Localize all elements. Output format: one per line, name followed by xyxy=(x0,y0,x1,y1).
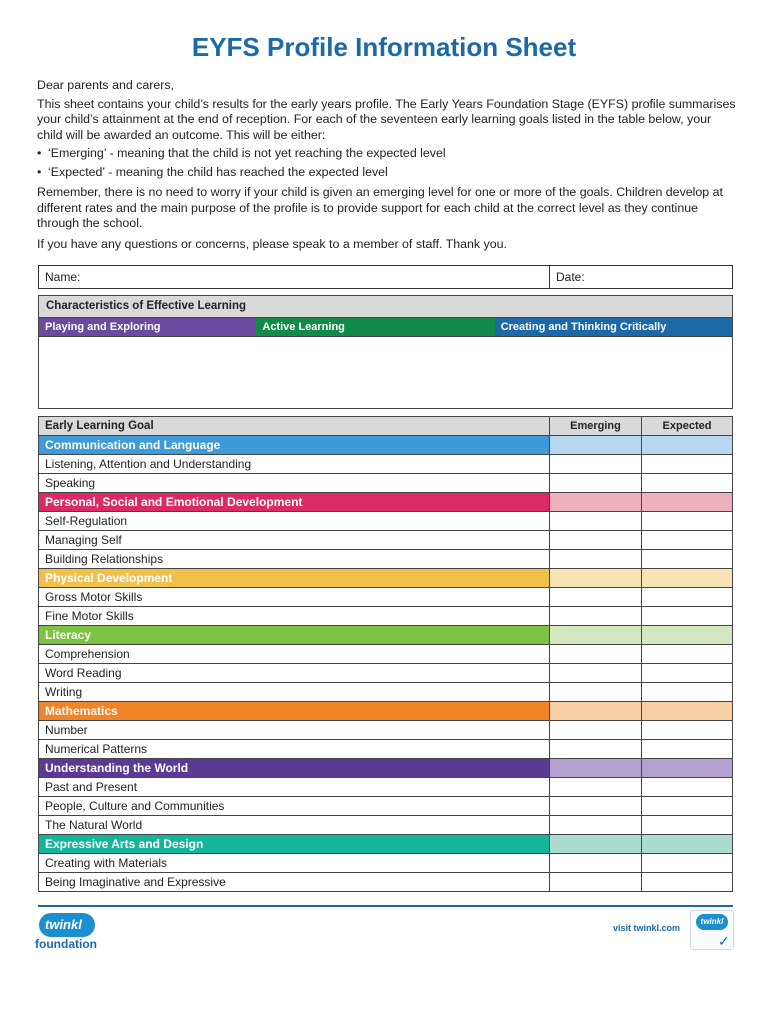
table-row xyxy=(39,873,733,892)
expected-checkbox-cell[interactable] xyxy=(642,588,733,607)
area-emerging-cell xyxy=(550,569,642,588)
expected-checkbox-cell[interactable] xyxy=(642,512,733,531)
twinkl-foundation-logo: twinkl foundation xyxy=(35,913,101,953)
area-label: Mathematics xyxy=(39,702,550,721)
table-row xyxy=(39,854,733,873)
emerging-checkbox-cell[interactable] xyxy=(550,531,642,550)
goal-label: Listening, Attention and Understanding xyxy=(39,455,550,474)
expected-checkbox-cell[interactable] xyxy=(642,873,733,892)
area-expected-cell xyxy=(642,569,733,588)
emerging-checkbox-cell[interactable] xyxy=(550,645,642,664)
expected-checkbox-cell[interactable] xyxy=(642,740,733,759)
expected-checkbox-cell[interactable] xyxy=(642,664,733,683)
table-row xyxy=(39,816,733,835)
expected-checkbox-cell[interactable] xyxy=(642,550,733,569)
area-emerging-cell xyxy=(550,759,642,778)
goal-label: Self-Regulation xyxy=(39,512,550,531)
area-expected-cell xyxy=(642,702,733,721)
expected-checkbox-cell[interactable] xyxy=(642,474,733,493)
cel-column-1: Active Learning xyxy=(256,318,494,336)
emerging-checkbox-cell[interactable] xyxy=(550,740,642,759)
emerging-checkbox-cell[interactable] xyxy=(550,455,642,474)
area-label: Physical Development xyxy=(39,569,550,588)
badge-cloud-icon: twinkl xyxy=(696,914,728,930)
emerging-checkbox-cell[interactable] xyxy=(550,512,642,531)
quality-badge xyxy=(690,910,734,950)
emerging-checkbox-cell[interactable] xyxy=(550,873,642,892)
emerging-checkbox-cell[interactable] xyxy=(550,664,642,683)
name-date-table xyxy=(38,265,733,289)
area-label: Personal, Social and Emotional Development xyxy=(39,493,550,512)
area-emerging-cell xyxy=(550,493,642,512)
table-row xyxy=(39,607,733,626)
expected-checkbox-cell[interactable] xyxy=(642,531,733,550)
area-expected-cell xyxy=(642,436,733,455)
visit-link[interactable]: visit twinkl.com xyxy=(613,923,681,933)
emerging-checkbox-cell[interactable] xyxy=(550,778,642,797)
expected-checkbox-cell[interactable] xyxy=(642,816,733,835)
goal-label: Numerical Patterns xyxy=(39,740,550,759)
table-row xyxy=(39,550,733,569)
table-header-row xyxy=(39,417,733,436)
table-row xyxy=(39,797,733,816)
expected-column-header: Expected xyxy=(642,417,733,436)
area-row xyxy=(39,702,733,721)
area-row xyxy=(39,569,733,588)
table-row xyxy=(39,588,733,607)
area-emerging-cell xyxy=(550,702,642,721)
table-row xyxy=(39,474,733,493)
goal-label: People, Culture and Communities xyxy=(39,797,550,816)
table-row xyxy=(39,645,733,664)
area-row xyxy=(39,436,733,455)
area-expected-cell xyxy=(642,493,733,512)
bullet-expected: • ‘Expected’ - meaning the child has reached the expected level xyxy=(37,165,737,181)
goal-label: Comprehension xyxy=(39,645,550,664)
expected-checkbox-cell[interactable] xyxy=(642,455,733,474)
emerging-checkbox-cell[interactable] xyxy=(550,816,642,835)
table-row xyxy=(39,455,733,474)
emerging-checkbox-cell[interactable] xyxy=(550,474,642,493)
area-expected-cell xyxy=(642,835,733,854)
emerging-checkbox-cell[interactable] xyxy=(550,683,642,702)
table-row xyxy=(39,512,733,531)
name-field[interactable]: Name: xyxy=(39,266,550,289)
greeting: Dear parents and carers, xyxy=(37,78,175,92)
area-emerging-cell xyxy=(550,626,642,645)
page-title: EYFS Profile Information Sheet xyxy=(191,32,577,62)
goal-label: Gross Motor Skills xyxy=(39,588,550,607)
goal-label: Fine Motor Skills xyxy=(39,607,550,626)
emerging-column-header: Emerging xyxy=(550,417,642,436)
emerging-checkbox-cell[interactable] xyxy=(550,797,642,816)
effective-learning-panel xyxy=(38,295,733,409)
check-icon: ✓ xyxy=(718,933,730,949)
emerging-checkbox-cell[interactable] xyxy=(550,607,642,626)
area-label: Communication and Language xyxy=(39,436,550,455)
area-label: Expressive Arts and Design xyxy=(39,835,550,854)
early-learning-goal-table xyxy=(38,416,733,892)
intro-text xyxy=(37,78,737,253)
table-row xyxy=(39,721,733,740)
effective-learning-notes-box[interactable] xyxy=(39,336,732,408)
bullet-emerging: • ‘Emerging’ - meaning that the child is not yet reaching the expected level xyxy=(37,146,737,162)
goal-label: Word Reading xyxy=(39,664,550,683)
area-row xyxy=(39,626,733,645)
goal-label: Number xyxy=(39,721,550,740)
expected-checkbox-cell[interactable] xyxy=(642,797,733,816)
expected-checkbox-cell[interactable] xyxy=(642,645,733,664)
effective-learning-columns xyxy=(39,318,732,336)
goal-label: Building Relationships xyxy=(39,550,550,569)
goal-label: Managing Self xyxy=(39,531,550,550)
goal-label: Being Imaginative and Expressive xyxy=(39,873,550,892)
table-row xyxy=(39,778,733,797)
area-expected-cell xyxy=(642,759,733,778)
effective-learning-heading: Characteristics of Effective Learning xyxy=(39,296,732,318)
area-expected-cell xyxy=(642,626,733,645)
area-row xyxy=(39,493,733,512)
expected-checkbox-cell[interactable] xyxy=(642,778,733,797)
footer-divider xyxy=(38,905,733,907)
area-row xyxy=(39,835,733,854)
intro-paragraph-3: If you have any questions or concerns, please speak to a member of staff. Thank you. xyxy=(37,236,507,251)
emerging-checkbox-cell[interactable] xyxy=(550,550,642,569)
emerging-checkbox-cell[interactable] xyxy=(550,854,642,873)
area-emerging-cell xyxy=(550,436,642,455)
goal-label: Writing xyxy=(39,683,550,702)
area-label: Understanding the World xyxy=(39,759,550,778)
expected-checkbox-cell[interactable] xyxy=(642,683,733,702)
intro-paragraph-2: Remember, there is no need to worry if your child is given an emerging level for one or more of the goals. Children develop at different rates and the main purpose of the profile is to provide support for each child at the correct level as they continue through the school. xyxy=(37,185,723,230)
goal-label: Past and Present xyxy=(39,778,550,797)
goal-label: The Natural World xyxy=(39,816,550,835)
area-emerging-cell xyxy=(550,835,642,854)
goal-label: Creating with Materials xyxy=(39,854,550,873)
table-row xyxy=(39,531,733,550)
goal-label: Speaking xyxy=(39,474,550,493)
cel-column-2: Creating and Thinking Critically xyxy=(495,318,732,336)
goal-column-header: Early Learning Goal xyxy=(39,417,550,436)
date-field[interactable]: Date: xyxy=(550,266,733,289)
expected-checkbox-cell[interactable] xyxy=(642,854,733,873)
expected-checkbox-cell[interactable] xyxy=(642,721,733,740)
emerging-checkbox-cell[interactable] xyxy=(550,721,642,740)
table-row xyxy=(39,683,733,702)
area-row xyxy=(39,759,733,778)
emerging-checkbox-cell[interactable] xyxy=(550,588,642,607)
table-row xyxy=(39,664,733,683)
table-row xyxy=(39,740,733,759)
area-label: Literacy xyxy=(39,626,550,645)
intro-paragraph-1: This sheet contains your child’s results for the early years profile. The Early Years Foundation Stage (EYFS) profile summarises your child’s attainment at the end of reception. For each of the seventeen early learning goals listed in the table below, your child will be awarded an outcome. This will be either: xyxy=(37,96,736,142)
cel-column-0: Playing and Exploring xyxy=(39,318,256,336)
expected-checkbox-cell[interactable] xyxy=(642,607,733,626)
